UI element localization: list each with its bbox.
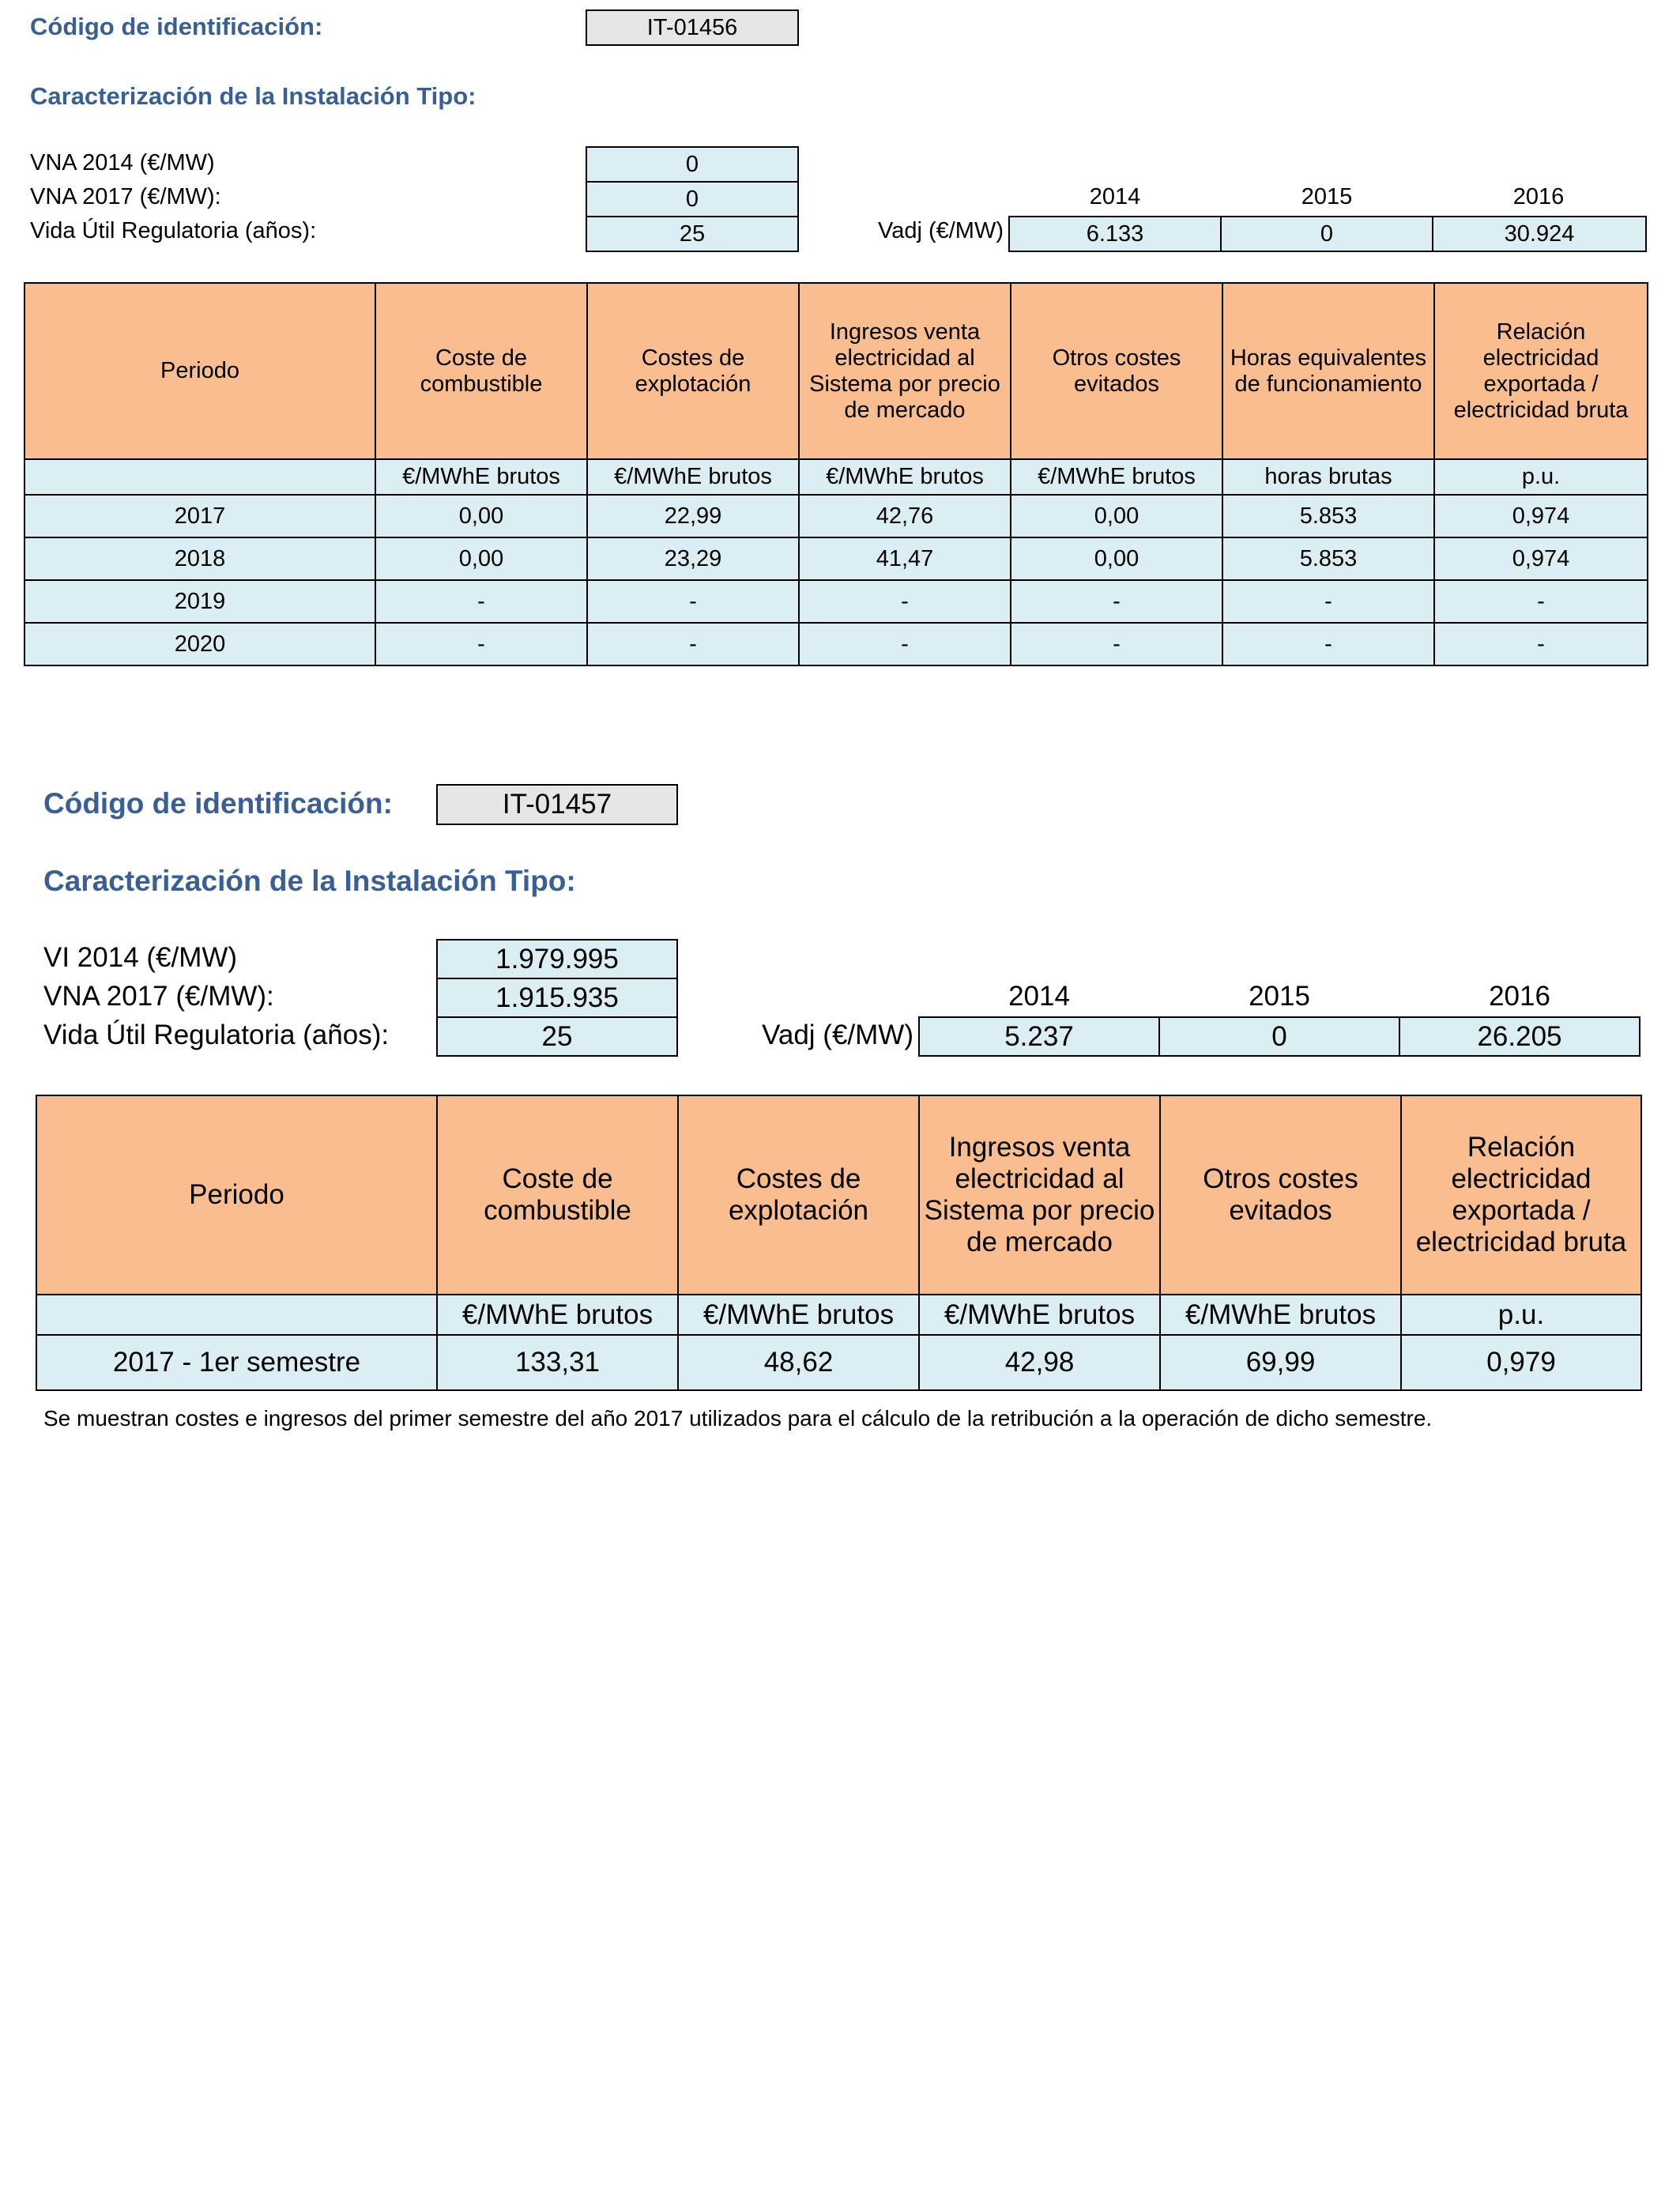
s1-cell: 2018 [24,537,375,580]
s2-vadj-year-2016: 2016 [1489,981,1550,1012]
s2-header-periodo: Periodo [36,1095,437,1295]
s2-cell: 0,979 [1401,1335,1641,1390]
s1-cell: 22,99 [587,495,799,537]
s2-vadj-value-2016: 26.205 [1399,1016,1640,1057]
s2-cell: 2017 - 1er semestre [36,1335,437,1390]
s1-cell: - [587,623,799,665]
s1-units-row [24,459,1648,495]
s2-vadj-value-2015: 0 [1158,1016,1400,1057]
s1-cell: 0,974 [1434,537,1648,580]
s2-unit-cell: €/MWhE brutos [678,1295,919,1335]
s1-header-horas: Horas equivalentes de funcionamiento [1222,283,1434,459]
s2-unit-cell: €/MWhE brutos [1160,1295,1401,1335]
s1-unit-cell [24,459,375,495]
s1-param-value-vna2017: 0 [586,181,799,217]
s1-unit-cell: €/MWhE brutos [799,459,1011,495]
s2-param-label-vi2014: VI 2014 (€/MW) [43,942,238,973]
s1-cell: - [1434,580,1648,623]
s2-param-label-vna2017: VNA 2017 (€/MW): [43,981,274,1012]
s1-cell: 2019 [24,580,375,623]
s2-cell: 42,98 [919,1335,1160,1390]
s1-char-label: Caracterización de la Instalación Tipo: [30,82,477,110]
s1-cell: 0,00 [375,495,587,537]
s2-char-label: Caracterización de la Instalación Tipo: [43,865,576,897]
s1-unit-cell: €/MWhE brutos [1011,459,1222,495]
table-row [36,1335,1641,1390]
s1-cell: - [1222,580,1434,623]
s2-vadj-label: Vadj (€/MW) [762,1020,913,1050]
s2-header-otros: Otros costes evitados [1160,1095,1401,1295]
s1-vadj-label: Vadj (€/MW) [878,218,1004,243]
s1-unit-cell: €/MWhE brutos [375,459,587,495]
s2-cell: 133,31 [437,1335,678,1390]
s2-param-label-vida: Vida Útil Regulatoria (años): [43,1020,390,1050]
s2-header-row [36,1095,1641,1295]
s2-vadj-year-2014: 2014 [1008,981,1070,1012]
s1-id-label: Código de identificación: [30,13,323,40]
s1-cell: 0,00 [375,537,587,580]
s2-header-relacion: Relación electricidad exportada / electricidad bruta [1401,1095,1641,1295]
s1-header-explotacion: Costes de explotación [587,283,799,459]
s1-cell: - [1434,623,1648,665]
s1-cell: 2017 [24,495,375,537]
s1-param-label-vida: Vida Útil Regulatoria (años): [30,218,317,243]
s1-data-table [24,282,1648,666]
s1-cell: - [375,623,587,665]
s1-cell: 2020 [24,623,375,665]
s1-cell: 41,47 [799,537,1011,580]
s2-header-explotacion: Costes de explotación [678,1095,919,1295]
s2-id-value: IT-01457 [436,784,678,825]
s2-unit-cell [36,1295,437,1335]
table-row [24,495,1648,537]
s1-header-ingresos: Ingresos venta electricidad al Sistema por precio de mercado [799,283,1011,459]
s2-param-value-vi2014: 1.979.995 [436,939,678,979]
s1-cell: 23,29 [587,537,799,580]
s1-cell: - [799,623,1011,665]
s1-param-value-vida: 25 [586,216,799,252]
s1-cell: - [1222,623,1434,665]
s2-units-row [36,1295,1641,1335]
s2-unit-cell: p.u. [1401,1295,1641,1335]
s1-unit-cell: €/MWhE brutos [587,459,799,495]
s2-unit-cell: €/MWhE brutos [919,1295,1160,1335]
s2-vadj-year-2015: 2015 [1249,981,1310,1012]
s1-vadj-year-2016: 2016 [1512,184,1565,209]
s1-id-value: IT-01456 [586,9,799,46]
s2-cell: 69,99 [1160,1335,1401,1390]
s1-vadj-value-2016: 30.924 [1432,216,1647,252]
s2-cell: 48,62 [678,1335,919,1390]
s1-unit-cell: p.u. [1434,459,1648,495]
s2-vadj-value-2014: 5.237 [918,1016,1160,1057]
s1-param-label-vna2017: VNA 2017 (€/MW): [30,184,221,209]
s1-cell: 5.853 [1222,495,1434,537]
s2-unit-cell: €/MWhE brutos [437,1295,678,1335]
s1-cell: - [587,580,799,623]
s1-param-value-vna2014: 0 [586,146,799,183]
s1-header-combustible: Coste de combustible [375,283,587,459]
s1-cell: - [1011,580,1222,623]
s1-cell: 0,00 [1011,495,1222,537]
s2-header-combustible: Coste de combustible [437,1095,678,1295]
s2-param-value-vida: 25 [436,1016,678,1057]
s1-cell: 42,76 [799,495,1011,537]
table-row [24,623,1648,665]
table-row [24,537,1648,580]
s1-vadj-year-2014: 2014 [1089,184,1141,209]
s2-param-value-vna2017: 1.915.935 [436,978,678,1018]
s1-vadj-value-2014: 6.133 [1008,216,1222,252]
s1-header-row [24,283,1648,459]
s1-cell: 0,974 [1434,495,1648,537]
s1-cell: 5.853 [1222,537,1434,580]
s1-header-otros: Otros costes evitados [1011,283,1222,459]
s2-header-ingresos: Ingresos venta electricidad al Sistema por precio de mercado [919,1095,1160,1295]
s1-param-label-vna2014: VNA 2014 (€/MW) [30,150,215,175]
s1-vadj-year-2015: 2015 [1301,184,1353,209]
s1-unit-cell: horas brutas [1222,459,1434,495]
table-row [24,580,1648,623]
s2-data-table [36,1095,1642,1391]
s1-cell: - [375,580,587,623]
s1-header-relacion: Relación electricidad exportada / electricidad bruta [1434,283,1648,459]
s1-header-periodo: Periodo [24,283,375,459]
s2-footnote: Se muestran costes e ingresos del primer semestre del año 2017 utilizados para el cálculo de la retribución a la operación de dicho semestre. [43,1406,1433,1431]
s1-cell: - [1011,623,1222,665]
s2-id-label: Código de identificación: [43,787,393,820]
s1-cell: 0,00 [1011,537,1222,580]
s1-cell: - [799,580,1011,623]
s1-vadj-value-2015: 0 [1220,216,1433,252]
